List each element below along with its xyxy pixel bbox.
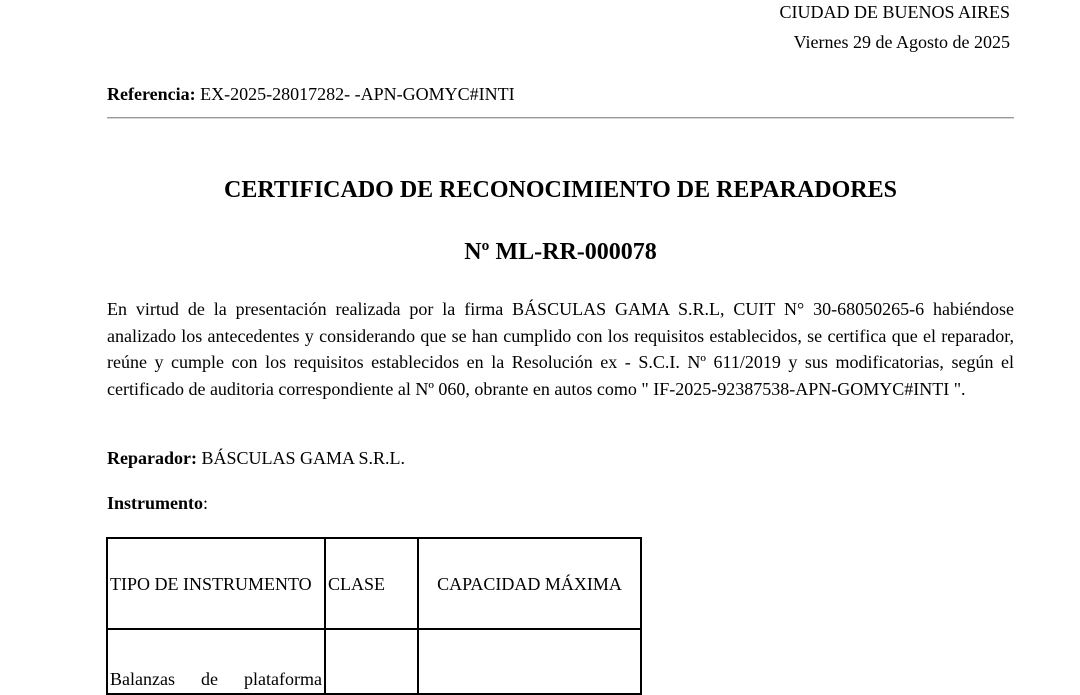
reference-value: EX-2025-28017282- -APN-GOMYC#INTI xyxy=(200,84,515,104)
repairer-value: BÁSCULAS GAMA S.R.L. xyxy=(201,448,406,468)
table-header-row xyxy=(107,538,641,629)
instrument-table xyxy=(106,537,642,695)
certificate-number: Nº ML-RR-000078 xyxy=(464,239,657,265)
header-date: Viernes 29 de Agosto de 2025 xyxy=(793,32,1010,52)
body-paragraph: En virtud de la presentación realizada por la firma BÁSCULAS GAMA S.R.L, CUIT N° 30-68050265-6 habiéndose analizado los antecedentes y considerando que se han cumplido con los requisitos establecidos, se certifica que el reparador, reúne y cumple con los requisitos establecidos en la Resolución ex - S.C.I. Nº 611/2019 y sus modificatorias, según el certificado de auditoria correspondiente al Nº 060, obrante en autos como " IF-2025-92387538-APN-GOMYC#INTI ". xyxy=(107,299,1014,399)
header-city: CIUDAD DE BUENOS AIRES xyxy=(779,2,1010,22)
repairer-line xyxy=(107,447,405,469)
table-row xyxy=(107,629,641,694)
header-divider xyxy=(107,117,1014,118)
certificate-title: CERTIFICADO DE RECONOCIMIENTO DE REPARADORES xyxy=(223,177,897,203)
header-class-cell: CLASE xyxy=(325,538,418,629)
header-capacity-cell: CAPACIDAD MÁXIMA xyxy=(418,538,641,629)
instrument-suffix: : xyxy=(203,493,209,513)
reference-label: Referencia: xyxy=(107,84,196,104)
row-capacity-cell xyxy=(418,629,641,694)
instrument-label: Instrumento xyxy=(107,493,204,513)
reference-line xyxy=(107,83,515,105)
row-class-cell xyxy=(325,629,418,694)
repairer-label: Reparador: xyxy=(107,448,197,468)
row-type-cell: Balanzas de plataforma xyxy=(107,629,325,694)
header-type-cell: TIPO DE INSTRUMENTO xyxy=(107,538,325,629)
instrument-heading xyxy=(107,492,208,514)
